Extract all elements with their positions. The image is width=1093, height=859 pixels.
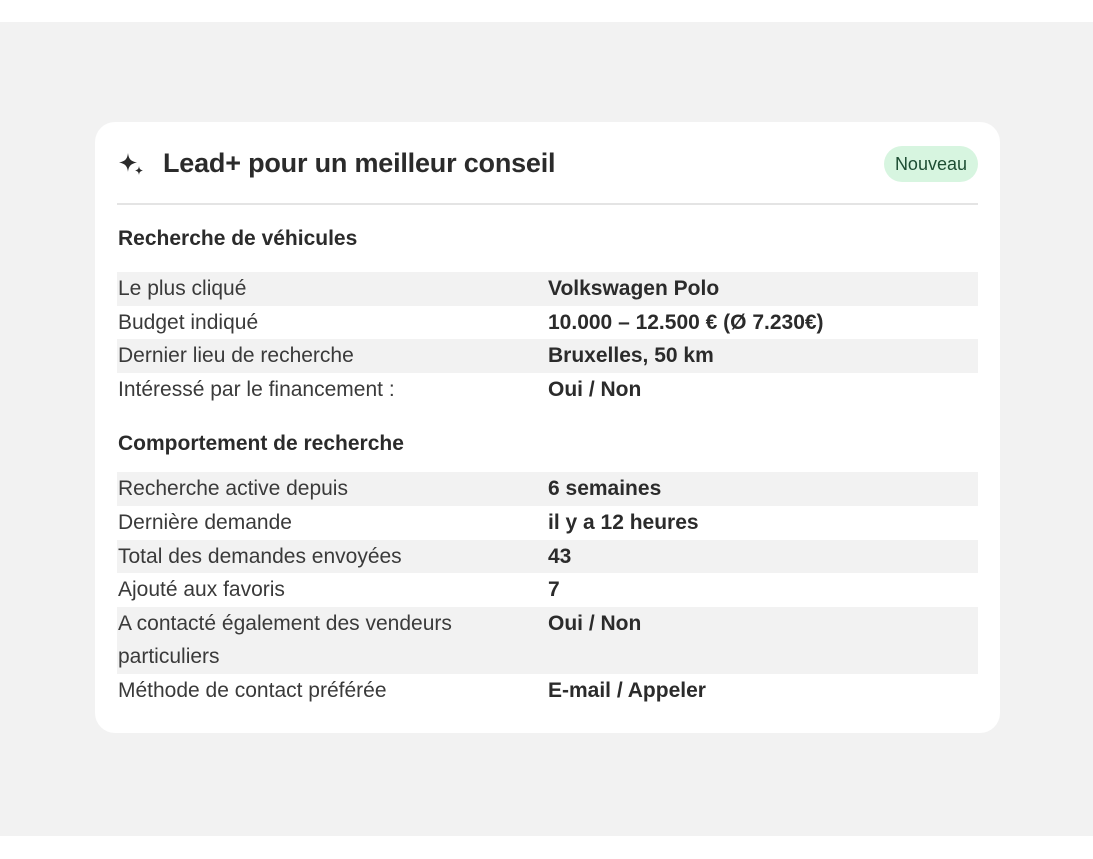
page-background <box>0 22 1093 836</box>
row-value: 10.000 – 12.500 € (Ø 7.230€) <box>548 310 824 334</box>
row-label: Recherche active depuis <box>118 477 348 501</box>
sparkle-icon <box>117 151 147 177</box>
row-label: Intéressé par le financement : <box>118 377 395 401</box>
new-badge: Nouveau <box>884 146 978 182</box>
row-label: Budget indiqué <box>118 310 259 334</box>
card-title: Lead+ pour un meilleur conseil <box>163 148 556 178</box>
table-row <box>117 506 978 540</box>
table-row <box>117 607 978 674</box>
row-label: Le plus cliqué <box>118 277 247 300</box>
row-value: 7 <box>548 578 560 602</box>
section-search-behaviour <box>117 406 978 707</box>
row-label: A contacté également des vendeurs particuliers <box>118 611 452 669</box>
table-row <box>117 573 978 607</box>
table-row <box>117 373 978 407</box>
row-value: Oui / Non <box>548 377 642 401</box>
row-value: 43 <box>548 544 572 568</box>
table-row <box>117 339 978 373</box>
lead-plus-card <box>95 122 1000 733</box>
row-label: Dernier lieu de recherche <box>118 344 354 368</box>
table-row <box>117 674 978 708</box>
table-row <box>117 472 978 506</box>
row-label: Dernière demande <box>118 510 292 534</box>
row-value: il y a 12 heures <box>548 510 699 534</box>
row-value: E-mail / Appeler <box>548 678 706 702</box>
section-title: Recherche de véhicules <box>118 227 358 250</box>
row-label: Ajouté aux favoris <box>118 578 285 602</box>
row-label: Total des demandes envoyées <box>118 544 402 568</box>
card-header <box>117 122 978 205</box>
section-title: Comportement de recherche <box>118 432 404 456</box>
row-label: Méthode de contact préférée <box>118 678 387 702</box>
table-row <box>117 272 978 306</box>
table-row <box>117 540 978 574</box>
title-wrap <box>117 148 555 179</box>
row-value: Oui / Non <box>548 611 642 635</box>
section-vehicle-search <box>117 205 978 406</box>
row-value: Bruxelles, 50 km <box>548 344 714 368</box>
row-value: Volkswagen Polo <box>548 277 720 300</box>
table-row <box>117 306 978 340</box>
row-value: 6 semaines <box>548 477 662 501</box>
